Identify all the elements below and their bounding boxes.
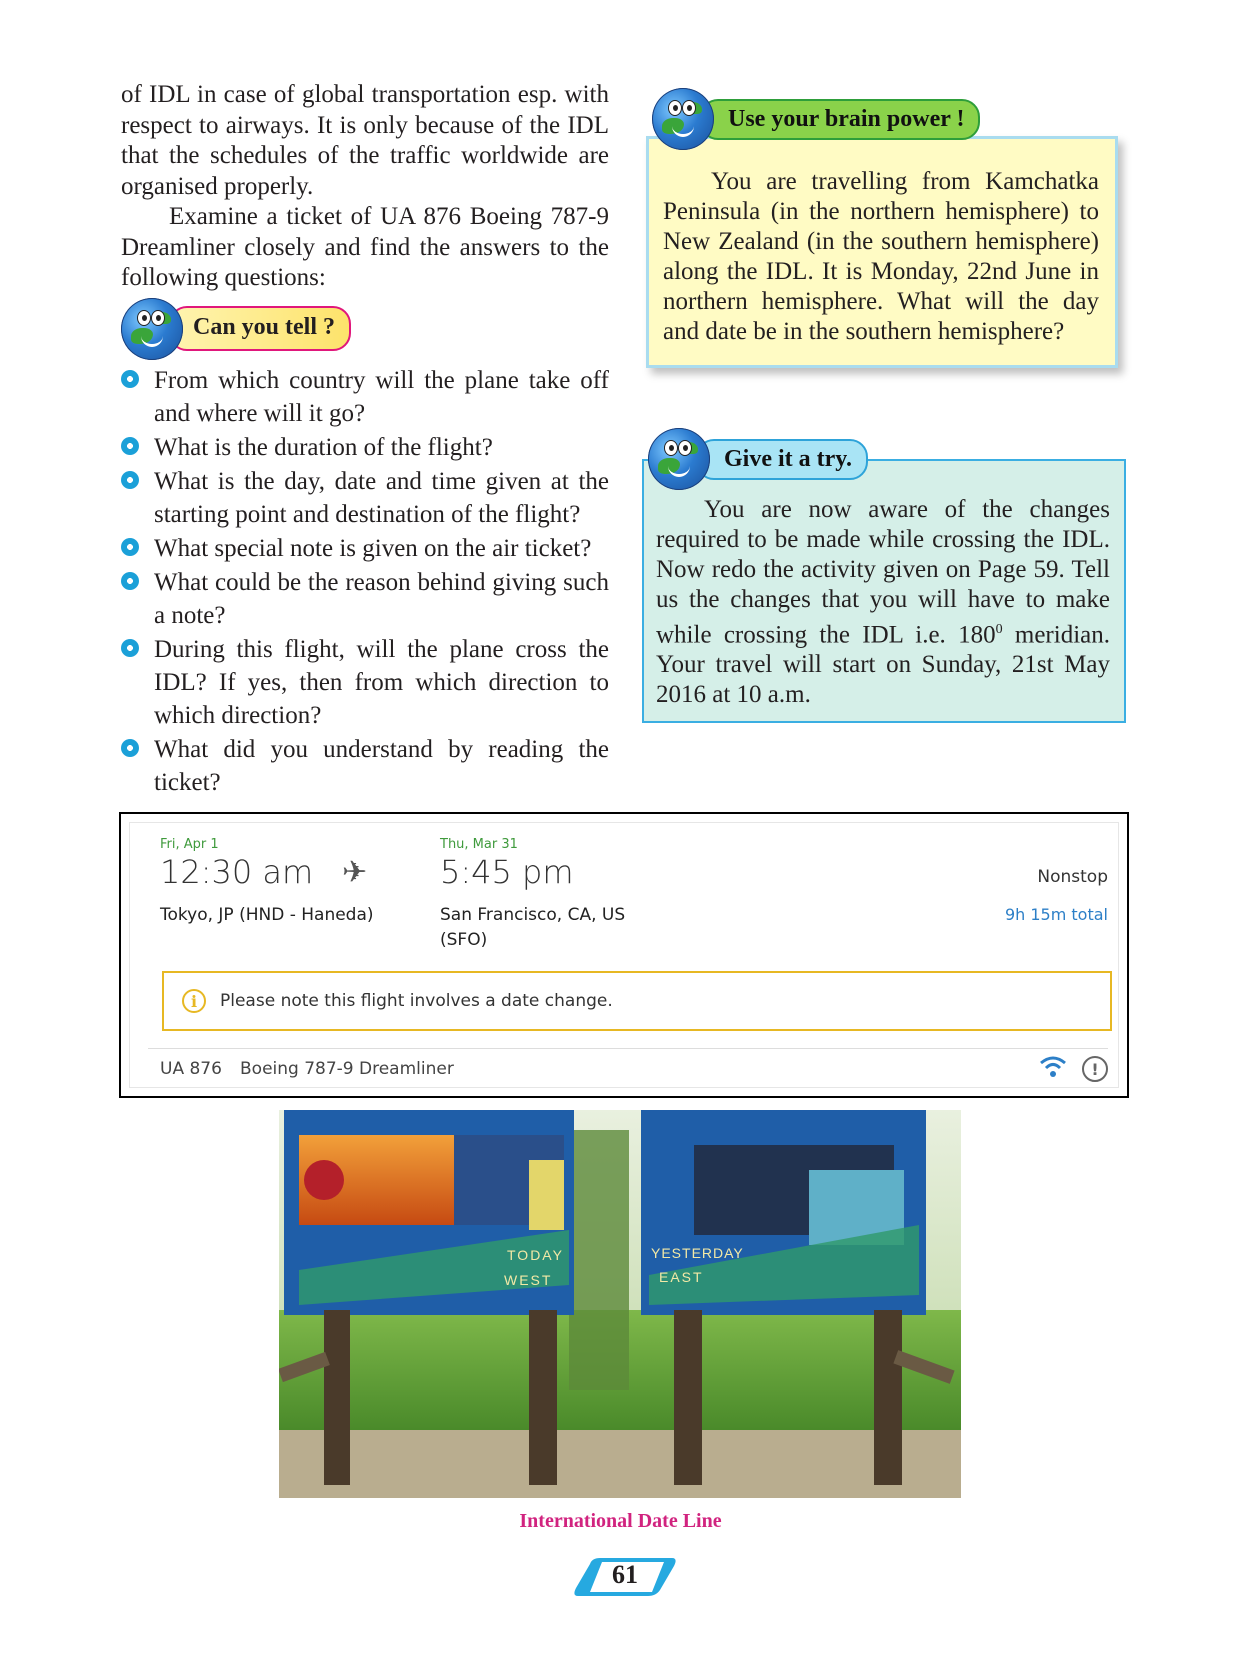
flower-bullet-icon — [121, 572, 139, 590]
ticket-divider — [148, 1048, 1108, 1049]
alert-icon: ! — [1082, 1056, 1108, 1082]
flower-bullet-icon — [121, 437, 139, 455]
list-item: From which country will the plane take off and where will it go? — [121, 364, 609, 430]
intro-paragraph: of IDL in case of global transportation esp. with respect to airways. It is only because of the IDL that the schedules of the traffic worldwide are organised properly. — [121, 81, 609, 200]
list-item: What is the duration of the flight? — [121, 431, 609, 464]
aircraft-name: Boeing 787-9 Dreamliner — [240, 1059, 454, 1079]
page-number: 61 — [612, 1560, 638, 1589]
depart-time: 12:30 am — [160, 853, 314, 891]
can-you-tell-tag — [121, 298, 609, 360]
brain-power-text: You are travelling from Kamchatka Peninsula (in the northern hemisphere) to New Zealand (in the southern hemisphere) along the IDL. It is Monday, 22nd June in northern hemisphere. What will the day and date be in the southern hemisphere? — [663, 168, 1099, 345]
examine-paragraph: Examine a ticket of UA 876 Boeing 787-9 Dreamliner closely and find the answers to the following questions: — [121, 203, 609, 291]
flower-bullet-icon — [121, 739, 139, 757]
give-it-a-try-text: You are now aware of the changes required to be made while crossing the IDL. Now redo the activity given on Page 59. Tell us the changes that you will have to make while crossing the IDL i.e. $180^0$ meridian. Your travel will start on Sunday, 21st May 2016 at 10 a.m. — [656, 496, 1110, 709]
flight-number: UA 876 — [160, 1059, 222, 1079]
brain-power-box — [646, 136, 1118, 368]
question-list — [121, 364, 609, 799]
flower-bullet-icon — [121, 639, 139, 657]
globe-mascot-icon — [648, 428, 710, 490]
left-column — [121, 80, 609, 800]
list-item: What did you understand by reading the ticket? — [121, 733, 609, 799]
date-change-note: i Please note this flight involves a date change. — [162, 971, 1112, 1031]
globe-mascot-icon — [121, 298, 183, 360]
wifi-icon — [1038, 1053, 1068, 1085]
flower-bullet-icon — [121, 471, 139, 489]
page-number-badge — [572, 1556, 678, 1598]
list-item: What could be the reason behind giving such a note? — [121, 566, 609, 632]
idl-photo — [279, 1110, 961, 1498]
depart-date: Fri, Apr 1 — [160, 837, 219, 852]
flower-bullet-icon — [121, 370, 139, 388]
plane-icon: ✈ — [342, 855, 368, 890]
west-text: WEST — [504, 1272, 553, 1288]
list-item: What is the day, date and time given at the starting point and destination of the flight? — [121, 465, 609, 531]
give-it-a-try-tag — [648, 428, 868, 490]
photo-caption: International Date Line — [519, 1510, 722, 1532]
info-icon: i — [182, 989, 206, 1013]
east-text: EAST — [659, 1269, 704, 1285]
stops-label: Nonstop — [1037, 867, 1108, 887]
flight-ticket — [119, 812, 1129, 1098]
list-item: During this flight, will the plane cross the IDL? If yes, then from which direction to which direction? — [121, 633, 609, 732]
can-you-tell-label: Can you tell ? — [169, 306, 351, 351]
yesterday-text: YESTERDAY — [651, 1245, 744, 1261]
flower-bullet-icon — [121, 538, 139, 556]
arrive-time: 5:45 pm — [440, 853, 574, 891]
arrive-date: Thu, Mar 31 — [440, 837, 518, 852]
duration-label: 9h 15m total — [1004, 905, 1108, 924]
list-item: What special note is given on the air ticket? — [121, 532, 609, 565]
today-text: TODAY — [507, 1247, 564, 1263]
give-it-a-try-label: Give it a try. — [696, 439, 868, 480]
depart-city: Tokyo, JP (HND - Haneda) — [160, 905, 374, 925]
arrive-city: San Francisco, CA, US (SFO) — [440, 905, 626, 950]
give-it-a-try-box — [642, 459, 1126, 723]
globe-mascot-icon — [652, 88, 714, 150]
brain-power-tag — [652, 88, 980, 150]
brain-power-label: Use your brain power ! — [700, 99, 980, 140]
